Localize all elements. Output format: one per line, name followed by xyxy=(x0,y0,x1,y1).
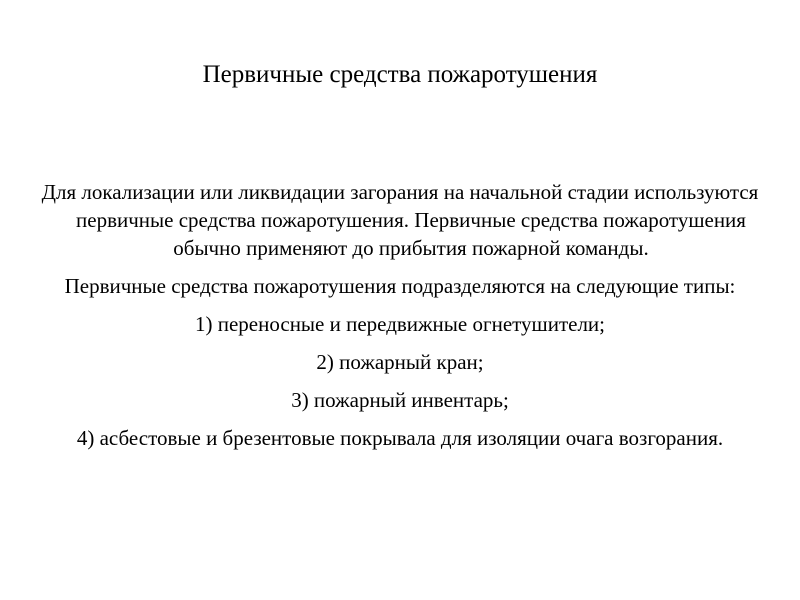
paragraph-intro: Для локализации или ликвидации загорания на начальной стадии используются первичные средства пожаротушения. Первичные средства пожаротушения обычно применяют до прибытия пожарной команды. xyxy=(41,180,759,260)
list-item-extinguishers: 1) переносные и передвижные огнетушители; xyxy=(194,312,605,336)
slide-title: Первичные средства пожаротушения xyxy=(202,61,598,88)
list-item-fire-equipment: 3) пожарный инвентарь; xyxy=(291,388,509,412)
slide-body xyxy=(30,178,770,452)
list-item-fire-hydrant: 2) пожарный кран; xyxy=(316,350,484,374)
paragraph-types-lead: Первичные средства пожаротушения подразделяются на следующие типы: xyxy=(64,274,736,298)
list-item-blankets: 4) асбестовые и брезентовые покрывала для изоляции очага возгорания. xyxy=(76,426,724,450)
